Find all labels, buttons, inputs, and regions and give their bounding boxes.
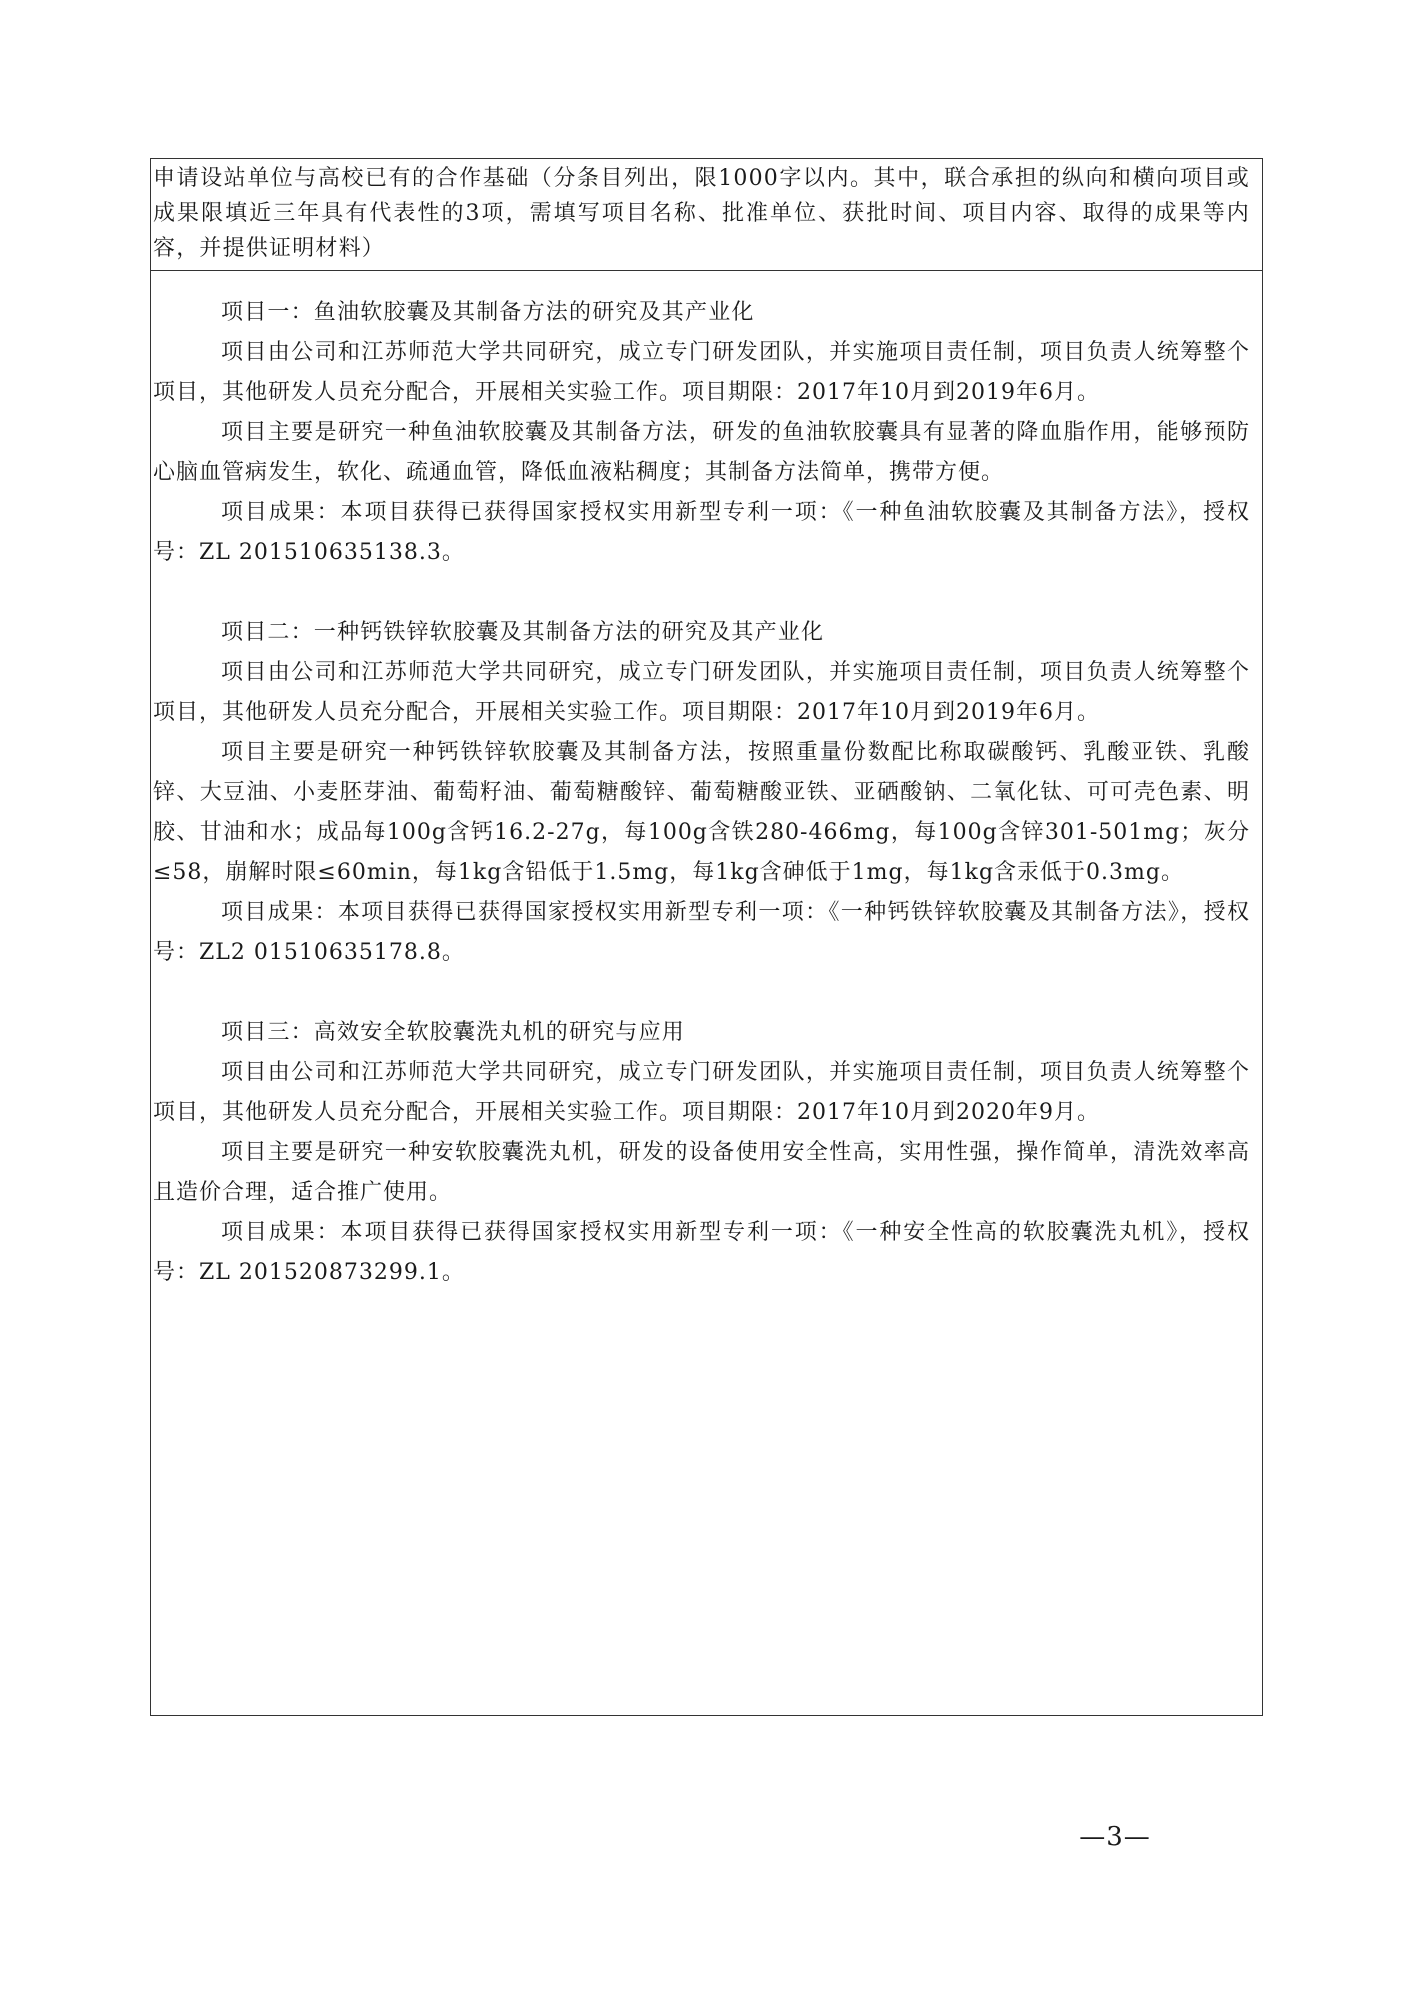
form-header-cell	[151, 159, 1262, 271]
project-item	[153, 293, 1250, 573]
cooperation-form-table	[150, 158, 1263, 1716]
project-item	[153, 1013, 1250, 1293]
project-title: 项目三：高效安全软胶囊洗丸机的研究与应用	[221, 1020, 686, 1045]
form-body-cell	[151, 271, 1262, 1333]
project-content: 项目主要是研究一种安软胶囊洗丸机，研发的设备使用安全性高，实用性强，操作简单，清洗效率高且造价合理，适合推广使用。	[153, 1140, 1250, 1205]
form-instruction-text: 申请设站单位与高校已有的合作基础（分条目列出，限1000字以内。其中，联合承担的纵向和横向项目或成果限填近三年具有代表性的3项，需填写项目名称、批准单位、获批时间、项目内容、取得的成果等内容，并提供证明材料）	[153, 166, 1250, 261]
project-organization: 项目由公司和江苏师范大学共同研究，成立专门研发团队，并实施项目责任制，项目负责人统筹整个项目，其他研发人员充分配合，开展相关实验工作。项目期限：2017年10月到2020年9月。	[153, 1060, 1250, 1125]
project-result: 项目成果：本项目获得已获得国家授权实用新型专利一项：《一种鱼油软胶囊及其制备方法》，授权号：ZL 201510635138.3。	[153, 500, 1250, 565]
project-organization: 项目由公司和江苏师范大学共同研究，成立专门研发团队，并实施项目责任制，项目负责人统筹整个项目，其他研发人员充分配合，开展相关实验工作。项目期限：2017年10月到2019年6月。	[153, 340, 1250, 405]
project-title: 项目二：一种钙铁锌软胶囊及其制备方法的研究及其产业化	[221, 620, 825, 645]
project-result: 项目成果：本项目获得已获得国家授权实用新型专利一项：《一种安全性高的软胶囊洗丸机》，授权号：ZL 201520873299.1。	[153, 1220, 1250, 1285]
project-result: 项目成果：本项目获得已获得国家授权实用新型专利一项：《一种钙铁锌软胶囊及其制备方法》，授权号：ZL2 01510635178.8。	[153, 900, 1250, 965]
project-title: 项目一：鱼油软胶囊及其制备方法的研究及其产业化	[221, 300, 755, 325]
page-number: —3—	[1079, 1822, 1151, 1852]
project-content: 项目主要是研究一种钙铁锌软胶囊及其制备方法，按照重量份数配比称取碳酸钙、乳酸亚铁、乳酸锌、大豆油、小麦胚芽油、葡萄籽油、葡萄糖酸锌、葡萄糖酸亚铁、亚硒酸钠、二氧化钛、可可壳色素、明胶、甘油和水；成品每100g含钙16.2-27g，每100g含铁280-466mg，每100g含锌301-501mg；灰分≤58，崩解时限≤60min，每1kg含铅低于1.5mg，每1kg含砷低于1mg，每1kg含汞低于0.3mg。	[153, 740, 1250, 885]
project-content: 项目主要是研究一种鱼油软胶囊及其制备方法，研发的鱼油软胶囊具有显著的降血脂作用，能够预防心脑血管病发生，软化、疏通血管，降低血液粘稠度；其制备方法简单，携带方便。	[153, 420, 1250, 485]
project-item	[153, 613, 1250, 973]
project-organization: 项目由公司和江苏师范大学共同研究，成立专门研发团队，并实施项目责任制，项目负责人统筹整个项目，其他研发人员充分配合，开展相关实验工作。项目期限：2017年10月到2019年6月。	[153, 660, 1250, 725]
